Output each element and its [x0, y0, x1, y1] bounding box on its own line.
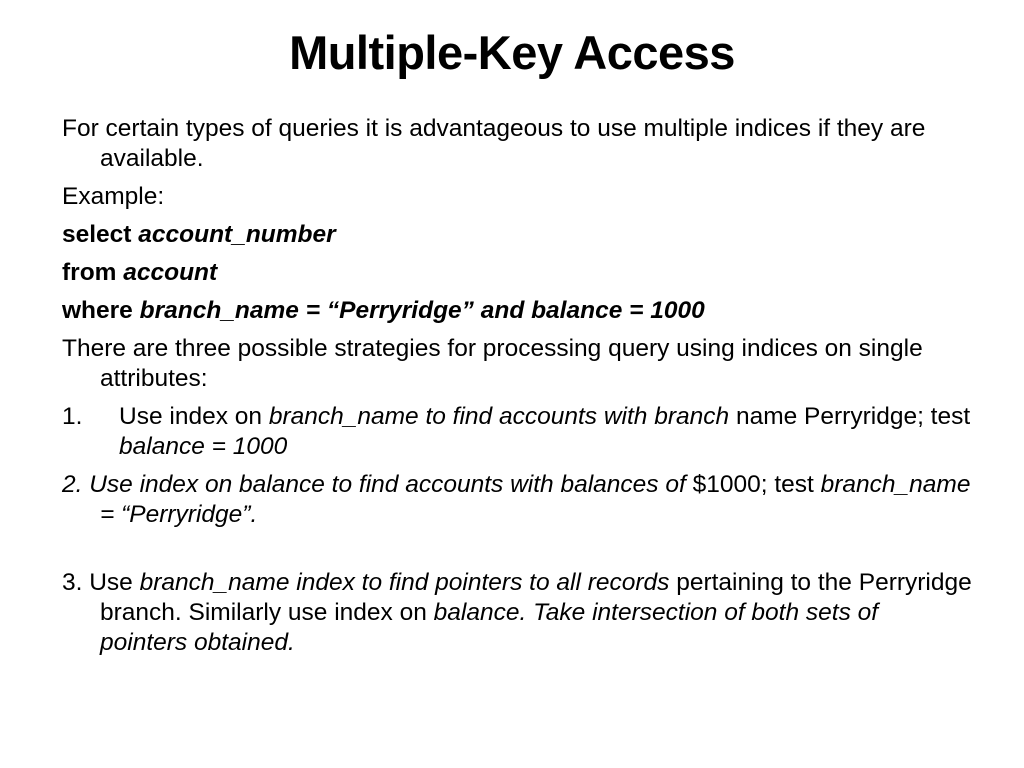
strategy-2-text-b: $1000; test: [685, 471, 821, 498]
strategy-2: [62, 470, 972, 530]
strategy-3: [62, 568, 972, 658]
strategy-1-text-a: Use index on: [119, 403, 269, 430]
select-value: account_number: [138, 221, 336, 248]
where-value: branch_name = “Perryridge” and balance = 1000: [139, 297, 705, 324]
strategy-2-text-a: 2. Use index on balance to find accounts with balances of: [62, 471, 686, 498]
query-select-line: [62, 220, 972, 250]
slide-body: [62, 114, 972, 666]
strategy-3-text-a: 3. Use: [62, 569, 140, 596]
strategy-3-text-b: branch_name index to find pointers to all records: [139, 569, 670, 596]
from-value: account: [123, 259, 218, 286]
from-keyword: from: [62, 259, 124, 286]
example-label: Example:: [62, 183, 165, 210]
query-from-line: [62, 258, 972, 288]
slide-title: Multiple-Key Access: [289, 26, 735, 79]
intro-paragraph: For certain types of queries it is advantageous to use multiple indices if they are available.: [62, 115, 926, 172]
strategy-1-text-c: name Perryridge; test: [729, 403, 971, 430]
select-keyword: select: [62, 221, 139, 248]
strategy-1-text-b: branch_name to find accounts with branch: [268, 403, 730, 430]
strategy-3-text-d: balance. Take intersection of both sets of pointers obtained.: [100, 599, 879, 656]
strategy-1-text-d: balance = 1000: [119, 433, 288, 460]
strategies-intro: There are three possible strategies for processing query using indices on single attributes:: [62, 335, 923, 392]
where-keyword: where: [62, 297, 140, 324]
strategy-3-text-c: pertaining to the Perryridge branch. Similarly use index on: [100, 569, 972, 626]
strategy-1: [62, 402, 972, 462]
strategy-1-number: 1.: [62, 403, 83, 430]
strategy-2-text-c: branch_name = “Perryridge”.: [100, 471, 971, 528]
query-where-line: [62, 296, 972, 326]
